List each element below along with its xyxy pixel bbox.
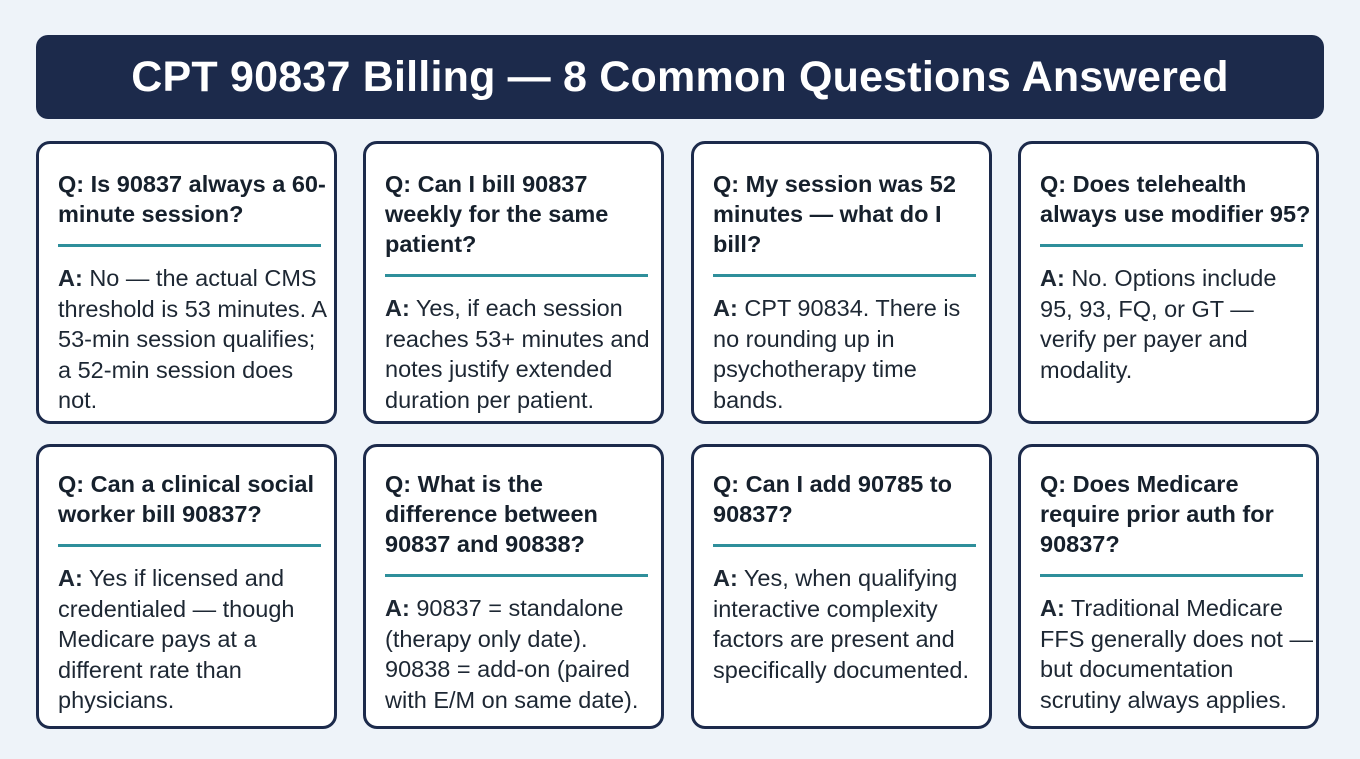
faq-card-4 [1018,141,1319,424]
answer-body: CPT 90834. There is no rounding up in psychotherapy time bands. [713,295,961,413]
answer-text [385,593,659,715]
faq-card-3 [691,141,992,424]
answer-label: A: [58,265,83,291]
faq-card-6 [363,444,664,729]
answer-text [713,563,987,685]
question-text: Q: Is 90837 always a 60-minute session? [58,171,326,227]
answer-text [58,563,332,716]
answer-label: A: [713,565,738,591]
divider [1040,244,1303,247]
question-text: Q: My session was 52 minutes — what do I bill? [713,171,956,257]
page-title: CPT 90837 Billing — 8 Common Questions Answered [131,52,1229,101]
question-text: Q: Does telehealth always use modifier 95? [1040,171,1311,227]
answer-body: Yes if licensed and credentialed — though Medicare pays at a different rate than physicians. [58,565,295,713]
faq-card-1 [36,141,337,424]
faq-card-5 [36,444,337,729]
faq-card-2 [363,141,664,424]
divider [385,574,648,577]
divider [58,244,321,247]
divider [713,544,976,547]
answer-label: A: [1040,265,1065,291]
answer-body: No. Options include 95, 93, FQ, or GT — verify per payer and modality. [1040,265,1277,383]
question-text: Q: Can I bill 90837 weekly for the same patient? [385,171,609,257]
answer-label: A: [58,565,83,591]
faq-card-8 [1018,444,1319,729]
divider [385,274,648,277]
answer-text [1040,593,1314,715]
answer-text [58,263,332,416]
answer-label: A: [385,295,410,321]
faq-card-7 [691,444,992,729]
answer-body: No — the actual CMS threshold is 53 minutes. A 53-min session qualifies; a 52-min session does not. [58,265,326,413]
question-text: Q: Can I add 90785 to 90837? [713,471,952,527]
answer-text [713,293,987,415]
answer-body: Yes, when qualifying interactive complexity factors are present and specifically documented. [713,565,970,683]
answer-body: 90837 = standalone (therapy only date). 90838 = add-on (paired with E/M on same date). [385,595,639,713]
answer-text [1040,263,1314,385]
divider [713,274,976,277]
answer-label: A: [1040,595,1065,621]
divider [1040,574,1303,577]
question-text: Q: Does Medicare require prior auth for 90837? [1040,471,1274,557]
answer-body: Traditional Medicare FFS generally does not — but documentation scrutiny always applies. [1040,595,1313,713]
answer-label: A: [713,295,738,321]
answer-label: A: [385,595,410,621]
question-text: Q: What is the difference between 90837 and 90838? [385,471,598,557]
question-text: Q: Can a clinical social worker bill 90837? [58,471,314,527]
divider [58,544,321,547]
title-banner [36,35,1324,119]
answer-body: Yes, if each session reaches 53+ minutes and notes justify extended duration per patient. [385,295,650,413]
answer-text [385,293,659,415]
